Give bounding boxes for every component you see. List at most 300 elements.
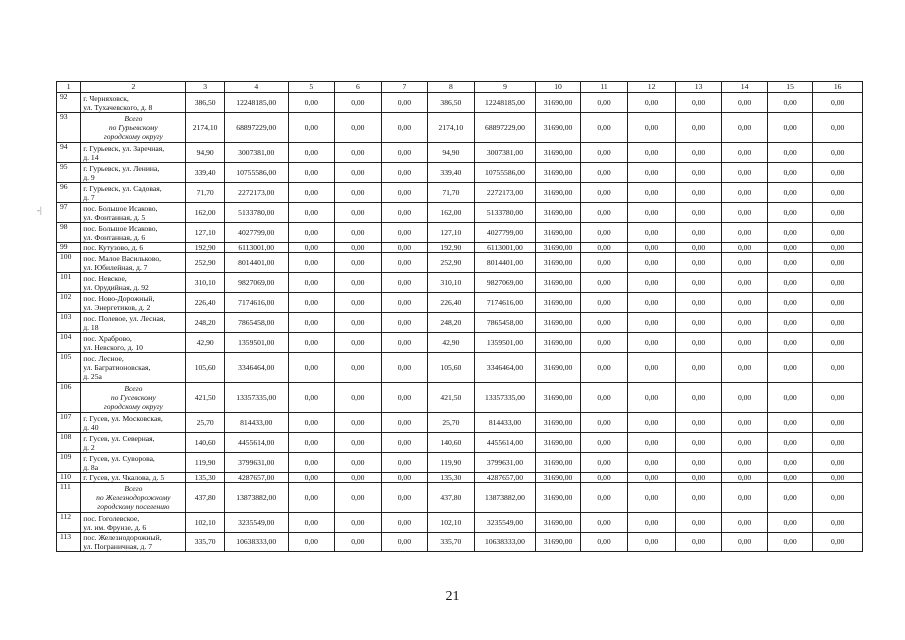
value-cell: 0,00 bbox=[813, 253, 863, 273]
value-cell: 0,00 bbox=[767, 473, 813, 483]
value-cell: 0,00 bbox=[767, 383, 813, 413]
value-cell: 0,00 bbox=[335, 293, 382, 313]
value-cell: 4455614,00 bbox=[224, 433, 288, 453]
row-number-cell: 107 bbox=[57, 413, 81, 433]
value-cell: 135,30 bbox=[186, 473, 224, 483]
value-cell: 0,00 bbox=[675, 183, 722, 203]
row-number-cell: 93 bbox=[57, 113, 81, 143]
value-cell: 0,00 bbox=[335, 183, 382, 203]
value-cell: 0,00 bbox=[813, 273, 863, 293]
value-cell: 13357335,00 bbox=[224, 383, 288, 413]
value-cell: 0,00 bbox=[580, 413, 628, 433]
table-row bbox=[57, 253, 863, 273]
value-cell: 0,00 bbox=[767, 143, 813, 163]
value-cell: 0,00 bbox=[722, 453, 768, 473]
row-number-cell: 102 bbox=[57, 293, 81, 313]
address-line: ул. Невского, д. 10 bbox=[83, 342, 143, 352]
value-cell: 10638333,00 bbox=[474, 533, 536, 552]
value-cell: 0,00 bbox=[813, 483, 863, 513]
value-cell: 0,00 bbox=[335, 413, 382, 433]
total-label-cell bbox=[81, 113, 186, 143]
value-cell: 0,00 bbox=[381, 383, 428, 413]
value-cell: 0,00 bbox=[580, 143, 628, 163]
value-cell: 0,00 bbox=[628, 293, 676, 313]
address-line: пос. Храброво, bbox=[83, 333, 132, 343]
table-row bbox=[57, 413, 863, 433]
value-cell: 0,00 bbox=[580, 113, 628, 143]
address-cell bbox=[81, 413, 186, 433]
value-cell: 0,00 bbox=[580, 293, 628, 313]
value-cell: 0,00 bbox=[767, 253, 813, 273]
value-cell: 0,00 bbox=[381, 203, 428, 223]
header-row bbox=[57, 82, 863, 93]
value-cell: 0,00 bbox=[628, 333, 676, 353]
value-cell: 421,50 bbox=[428, 383, 475, 413]
value-cell: 4287657,00 bbox=[474, 473, 536, 483]
address-cell bbox=[81, 93, 186, 113]
value-cell: 0,00 bbox=[381, 473, 428, 483]
address-line: д. 25а bbox=[83, 372, 102, 381]
value-cell: 0,00 bbox=[628, 253, 676, 273]
value-cell: 0,00 bbox=[381, 413, 428, 433]
value-cell: 68897229,00 bbox=[224, 113, 288, 143]
value-cell: 0,00 bbox=[335, 483, 382, 513]
value-cell: 0,00 bbox=[722, 333, 768, 353]
value-cell: 0,00 bbox=[335, 143, 382, 163]
value-cell: 0,00 bbox=[813, 333, 863, 353]
value-cell: 0,00 bbox=[335, 433, 382, 453]
address-line: д. 40 bbox=[83, 422, 99, 432]
value-cell: 248,20 bbox=[428, 313, 475, 333]
address-line: Всего bbox=[124, 484, 143, 493]
value-cell: 0,00 bbox=[722, 313, 768, 333]
address-cell bbox=[81, 223, 186, 243]
header-cell: 10 bbox=[536, 82, 580, 93]
address-line: пос. Гоголевское, bbox=[83, 513, 140, 523]
value-cell: 0,00 bbox=[381, 483, 428, 513]
value-cell: 0,00 bbox=[722, 293, 768, 313]
value-cell: 0,00 bbox=[288, 353, 335, 383]
value-cell: 31690,00 bbox=[536, 163, 580, 183]
value-cell: 0,00 bbox=[628, 533, 676, 552]
value-cell: 4455614,00 bbox=[474, 433, 536, 453]
value-cell: 310,10 bbox=[428, 273, 475, 293]
margin-mark: -| bbox=[37, 205, 42, 215]
value-cell: 0,00 bbox=[675, 113, 722, 143]
value-cell: 31690,00 bbox=[536, 353, 580, 383]
value-cell: 0,00 bbox=[675, 483, 722, 513]
address-cell bbox=[81, 353, 186, 383]
value-cell: 0,00 bbox=[722, 513, 768, 533]
value-cell: 0,00 bbox=[628, 273, 676, 293]
value-cell: 3007381,00 bbox=[474, 143, 536, 163]
value-cell: 68897229,00 bbox=[474, 113, 536, 143]
value-cell: 226,40 bbox=[186, 293, 224, 313]
value-cell: 192,90 bbox=[428, 243, 475, 253]
value-cell: 7865458,00 bbox=[224, 313, 288, 333]
value-cell: 0,00 bbox=[580, 183, 628, 203]
value-cell: 0,00 bbox=[628, 353, 676, 383]
value-cell: 0,00 bbox=[675, 513, 722, 533]
value-cell: 0,00 bbox=[675, 433, 722, 453]
value-cell: 31690,00 bbox=[536, 513, 580, 533]
value-cell: 140,60 bbox=[186, 433, 224, 453]
header-cell: 5 bbox=[288, 82, 335, 93]
value-cell: 2174,10 bbox=[428, 113, 475, 143]
address-line: ул. Тухачевского, д. 8 bbox=[83, 102, 153, 112]
value-cell: 0,00 bbox=[580, 383, 628, 413]
value-cell: 162,00 bbox=[428, 203, 475, 223]
value-cell: 0,00 bbox=[335, 383, 382, 413]
value-cell: 0,00 bbox=[288, 253, 335, 273]
value-cell: 0,00 bbox=[580, 223, 628, 243]
address-line: г. Гурьевск, ул. Заречная, bbox=[83, 143, 165, 153]
value-cell: 13357335,00 bbox=[474, 383, 536, 413]
table-row bbox=[57, 273, 863, 293]
value-cell: 0,00 bbox=[628, 383, 676, 413]
value-cell: 0,00 bbox=[381, 93, 428, 113]
value-cell: 0,00 bbox=[628, 143, 676, 163]
value-cell: 31690,00 bbox=[536, 473, 580, 483]
address-line: пос. Малое Васильково, bbox=[83, 253, 162, 263]
value-cell: 0,00 bbox=[675, 453, 722, 473]
value-cell: 0,00 bbox=[381, 353, 428, 383]
address-cell bbox=[81, 163, 186, 183]
value-cell: 0,00 bbox=[288, 383, 335, 413]
value-cell: 0,00 bbox=[722, 273, 768, 293]
value-cell: 0,00 bbox=[580, 513, 628, 533]
value-cell: 0,00 bbox=[767, 533, 813, 552]
value-cell: 31690,00 bbox=[536, 253, 580, 273]
address-line: г. Гусев, ул. Северная, bbox=[83, 433, 155, 443]
value-cell: 0,00 bbox=[580, 313, 628, 333]
header-cell: 6 bbox=[335, 82, 382, 93]
value-cell: 0,00 bbox=[288, 413, 335, 433]
value-cell: 7174616,00 bbox=[474, 293, 536, 313]
address-cell bbox=[81, 333, 186, 353]
value-cell: 119,90 bbox=[186, 453, 224, 473]
value-cell: 437,80 bbox=[186, 483, 224, 513]
value-cell: 248,20 bbox=[186, 313, 224, 333]
table-row bbox=[57, 143, 863, 163]
value-cell: 3235549,00 bbox=[474, 513, 536, 533]
total-label-cell bbox=[81, 483, 186, 513]
row-number-cell: 94 bbox=[57, 143, 81, 163]
value-cell: 0,00 bbox=[675, 293, 722, 313]
value-cell: 0,00 bbox=[767, 353, 813, 383]
address-line: ул. Багратионовская, bbox=[83, 363, 151, 372]
table-body bbox=[57, 82, 863, 552]
address-cell bbox=[81, 273, 186, 293]
value-cell: 105,60 bbox=[428, 353, 475, 383]
header-cell: 16 bbox=[813, 82, 863, 93]
value-cell: 0,00 bbox=[813, 143, 863, 163]
row-number-cell: 111 bbox=[57, 483, 81, 513]
address-line: ул. Юбилейная, д. 7 bbox=[83, 262, 148, 272]
address-cell bbox=[81, 143, 186, 163]
header-cell: 4 bbox=[224, 82, 288, 93]
value-cell: 0,00 bbox=[767, 433, 813, 453]
value-cell: 0,00 bbox=[722, 163, 768, 183]
value-cell: 6113001,00 bbox=[224, 243, 288, 253]
value-cell: 0,00 bbox=[288, 223, 335, 243]
header-cell: 3 bbox=[186, 82, 224, 93]
row-number-cell: 100 bbox=[57, 253, 81, 273]
address-line: городскому округу bbox=[103, 402, 163, 411]
value-cell: 102,10 bbox=[428, 513, 475, 533]
value-cell: 0,00 bbox=[628, 433, 676, 453]
value-cell: 0,00 bbox=[288, 433, 335, 453]
row-number-cell: 113 bbox=[57, 533, 81, 552]
value-cell: 0,00 bbox=[335, 273, 382, 293]
table-row bbox=[57, 353, 863, 383]
value-cell: 0,00 bbox=[381, 113, 428, 143]
address-line: пос. Кутузово, д. 6 bbox=[83, 243, 144, 252]
value-cell: 0,00 bbox=[813, 413, 863, 433]
value-cell: 0,00 bbox=[580, 93, 628, 113]
value-cell: 0,00 bbox=[288, 143, 335, 163]
value-cell: 127,10 bbox=[186, 223, 224, 243]
address-cell bbox=[81, 183, 186, 203]
value-cell: 339,40 bbox=[428, 163, 475, 183]
address-cell bbox=[81, 533, 186, 552]
value-cell: 335,70 bbox=[428, 533, 475, 552]
value-cell: 0,00 bbox=[767, 93, 813, 113]
value-cell: 0,00 bbox=[381, 433, 428, 453]
value-cell: 0,00 bbox=[580, 243, 628, 253]
value-cell: 0,00 bbox=[813, 433, 863, 453]
value-cell: 2272173,00 bbox=[224, 183, 288, 203]
value-cell: 0,00 bbox=[675, 353, 722, 383]
row-number-cell: 105 bbox=[57, 353, 81, 383]
address-cell bbox=[81, 203, 186, 223]
value-cell: 0,00 bbox=[722, 433, 768, 453]
table-row bbox=[57, 453, 863, 473]
row-number-cell: 103 bbox=[57, 313, 81, 333]
value-cell: 0,00 bbox=[675, 383, 722, 413]
value-cell: 2174,10 bbox=[186, 113, 224, 143]
value-cell: 0,00 bbox=[381, 293, 428, 313]
address-line: д. 8а bbox=[83, 462, 99, 472]
value-cell: 0,00 bbox=[580, 353, 628, 383]
value-cell: 7865458,00 bbox=[474, 313, 536, 333]
value-cell: 814433,00 bbox=[474, 413, 536, 433]
value-cell: 0,00 bbox=[628, 223, 676, 243]
value-cell: 0,00 bbox=[675, 333, 722, 353]
value-cell: 0,00 bbox=[628, 313, 676, 333]
value-cell: 0,00 bbox=[381, 253, 428, 273]
value-cell: 0,00 bbox=[813, 113, 863, 143]
value-cell: 0,00 bbox=[767, 483, 813, 513]
value-cell: 0,00 bbox=[288, 333, 335, 353]
value-cell: 7174616,00 bbox=[224, 293, 288, 313]
address-line: г. Гусев, ул. Суворова, bbox=[83, 453, 155, 463]
address-cell bbox=[81, 253, 186, 273]
value-cell: 0,00 bbox=[813, 513, 863, 533]
address-line: ул. Фонтанная, д. 6 bbox=[83, 232, 146, 242]
value-cell: 140,60 bbox=[428, 433, 475, 453]
value-cell: 0,00 bbox=[288, 113, 335, 143]
header-cell: 15 bbox=[767, 82, 813, 93]
row-number-cell: 92 bbox=[57, 93, 81, 113]
value-cell: 0,00 bbox=[813, 293, 863, 313]
value-cell: 0,00 bbox=[335, 163, 382, 183]
value-cell: 0,00 bbox=[628, 243, 676, 253]
value-cell: 0,00 bbox=[288, 163, 335, 183]
value-cell: 6113001,00 bbox=[474, 243, 536, 253]
value-cell: 814433,00 bbox=[224, 413, 288, 433]
row-number-cell: 95 bbox=[57, 163, 81, 183]
address-line: пос. Полевое, ул. Лесная, bbox=[83, 313, 166, 323]
value-cell: 0,00 bbox=[722, 483, 768, 513]
value-cell: 0,00 bbox=[580, 433, 628, 453]
value-cell: 2272173,00 bbox=[474, 183, 536, 203]
value-cell: 0,00 bbox=[580, 483, 628, 513]
value-cell: 0,00 bbox=[288, 313, 335, 333]
table-row bbox=[57, 183, 863, 203]
value-cell: 31690,00 bbox=[536, 203, 580, 223]
value-cell: 335,70 bbox=[186, 533, 224, 552]
row-number-cell: 112 bbox=[57, 513, 81, 533]
value-cell: 0,00 bbox=[288, 183, 335, 203]
address-line: г. Гусев, ул. Московская, bbox=[83, 413, 163, 423]
value-cell: 0,00 bbox=[722, 383, 768, 413]
value-cell: 0,00 bbox=[767, 243, 813, 253]
table-row bbox=[57, 333, 863, 353]
value-cell: 0,00 bbox=[335, 203, 382, 223]
address-line: д. 18 bbox=[83, 322, 99, 332]
value-cell: 0,00 bbox=[335, 113, 382, 143]
value-cell: 0,00 bbox=[675, 273, 722, 293]
value-cell: 0,00 bbox=[628, 473, 676, 483]
value-cell: 0,00 bbox=[628, 203, 676, 223]
value-cell: 31690,00 bbox=[536, 433, 580, 453]
value-cell: 3799631,00 bbox=[474, 453, 536, 473]
value-cell: 0,00 bbox=[767, 113, 813, 143]
value-cell: 0,00 bbox=[722, 353, 768, 383]
value-cell: 42,90 bbox=[186, 333, 224, 353]
value-cell: 0,00 bbox=[381, 243, 428, 253]
value-cell: 0,00 bbox=[675, 223, 722, 243]
value-cell: 94,90 bbox=[428, 143, 475, 163]
value-cell: 31690,00 bbox=[536, 453, 580, 473]
value-cell: 0,00 bbox=[722, 533, 768, 552]
value-cell: 0,00 bbox=[288, 473, 335, 483]
value-cell: 3346464,00 bbox=[224, 353, 288, 383]
value-cell: 127,10 bbox=[428, 223, 475, 243]
value-cell: 0,00 bbox=[628, 413, 676, 433]
address-line: г. Гурьевск, ул. Ленина, bbox=[83, 163, 160, 173]
header-cell: 14 bbox=[722, 82, 768, 93]
value-cell: 12248185,00 bbox=[224, 93, 288, 113]
address-line: д. 2 bbox=[83, 442, 95, 452]
value-cell: 0,00 bbox=[722, 413, 768, 433]
value-cell: 0,00 bbox=[335, 473, 382, 483]
value-cell: 0,00 bbox=[580, 163, 628, 183]
table-row bbox=[57, 513, 863, 533]
data-table bbox=[56, 81, 863, 552]
header-cell: 7 bbox=[381, 82, 428, 93]
value-cell: 31690,00 bbox=[536, 183, 580, 203]
value-cell: 310,10 bbox=[186, 273, 224, 293]
value-cell: 0,00 bbox=[767, 183, 813, 203]
value-cell: 162,00 bbox=[186, 203, 224, 223]
value-cell: 0,00 bbox=[335, 333, 382, 353]
row-number-cell: 96 bbox=[57, 183, 81, 203]
value-cell: 0,00 bbox=[813, 533, 863, 552]
value-cell: 10638333,00 bbox=[224, 533, 288, 552]
address-cell bbox=[81, 453, 186, 473]
value-cell: 0,00 bbox=[288, 453, 335, 473]
address-line: пос. Железнодорожный, bbox=[83, 533, 162, 542]
value-cell: 0,00 bbox=[813, 353, 863, 383]
value-cell: 0,00 bbox=[381, 183, 428, 203]
row-number-cell: 110 bbox=[57, 473, 81, 483]
table-row bbox=[57, 243, 863, 253]
value-cell: 0,00 bbox=[288, 243, 335, 253]
value-cell: 0,00 bbox=[813, 163, 863, 183]
value-cell: 0,00 bbox=[288, 513, 335, 533]
value-cell: 31690,00 bbox=[536, 383, 580, 413]
value-cell: 0,00 bbox=[628, 513, 676, 533]
row-number-cell: 97 bbox=[57, 203, 81, 223]
value-cell: 0,00 bbox=[381, 163, 428, 183]
value-cell: 0,00 bbox=[675, 163, 722, 183]
value-cell: 3346464,00 bbox=[474, 353, 536, 383]
value-cell: 1359501,00 bbox=[224, 333, 288, 353]
address-line: городскому округу bbox=[103, 132, 163, 141]
address-line: г. Гурьевск, ул. Садовая, bbox=[83, 183, 162, 193]
value-cell: 0,00 bbox=[722, 243, 768, 253]
value-cell: 4027799,00 bbox=[224, 223, 288, 243]
value-cell: 0,00 bbox=[767, 223, 813, 243]
value-cell: 0,00 bbox=[335, 243, 382, 253]
value-cell: 0,00 bbox=[580, 473, 628, 483]
value-cell: 9827069,00 bbox=[224, 273, 288, 293]
address-line: ул. Фонтанная, д. 5 bbox=[83, 212, 146, 222]
address-cell bbox=[81, 313, 186, 333]
address-line: Всего bbox=[124, 114, 143, 123]
value-cell: 0,00 bbox=[288, 483, 335, 513]
value-cell: 0,00 bbox=[722, 223, 768, 243]
value-cell: 0,00 bbox=[722, 473, 768, 483]
value-cell: 0,00 bbox=[335, 253, 382, 273]
table-row bbox=[57, 223, 863, 243]
value-cell: 0,00 bbox=[628, 113, 676, 143]
value-cell: 0,00 bbox=[381, 313, 428, 333]
value-cell: 0,00 bbox=[381, 453, 428, 473]
value-cell: 9827069,00 bbox=[474, 273, 536, 293]
address-line: д. 9 bbox=[83, 172, 95, 182]
value-cell: 119,90 bbox=[428, 453, 475, 473]
value-cell: 0,00 bbox=[767, 313, 813, 333]
value-cell: 0,00 bbox=[335, 353, 382, 383]
value-cell: 0,00 bbox=[335, 513, 382, 533]
value-cell: 0,00 bbox=[813, 183, 863, 203]
total-row bbox=[57, 113, 863, 143]
value-cell: 105,60 bbox=[186, 353, 224, 383]
value-cell: 0,00 bbox=[813, 203, 863, 223]
value-cell: 31690,00 bbox=[536, 273, 580, 293]
value-cell: 10755586,00 bbox=[474, 163, 536, 183]
value-cell: 0,00 bbox=[813, 383, 863, 413]
address-line: д. 7 bbox=[83, 192, 95, 202]
row-number-cell: 99 bbox=[57, 243, 81, 253]
table-row bbox=[57, 533, 863, 552]
header-cell: 2 bbox=[81, 82, 186, 93]
table-row bbox=[57, 313, 863, 333]
value-cell: 0,00 bbox=[381, 273, 428, 293]
